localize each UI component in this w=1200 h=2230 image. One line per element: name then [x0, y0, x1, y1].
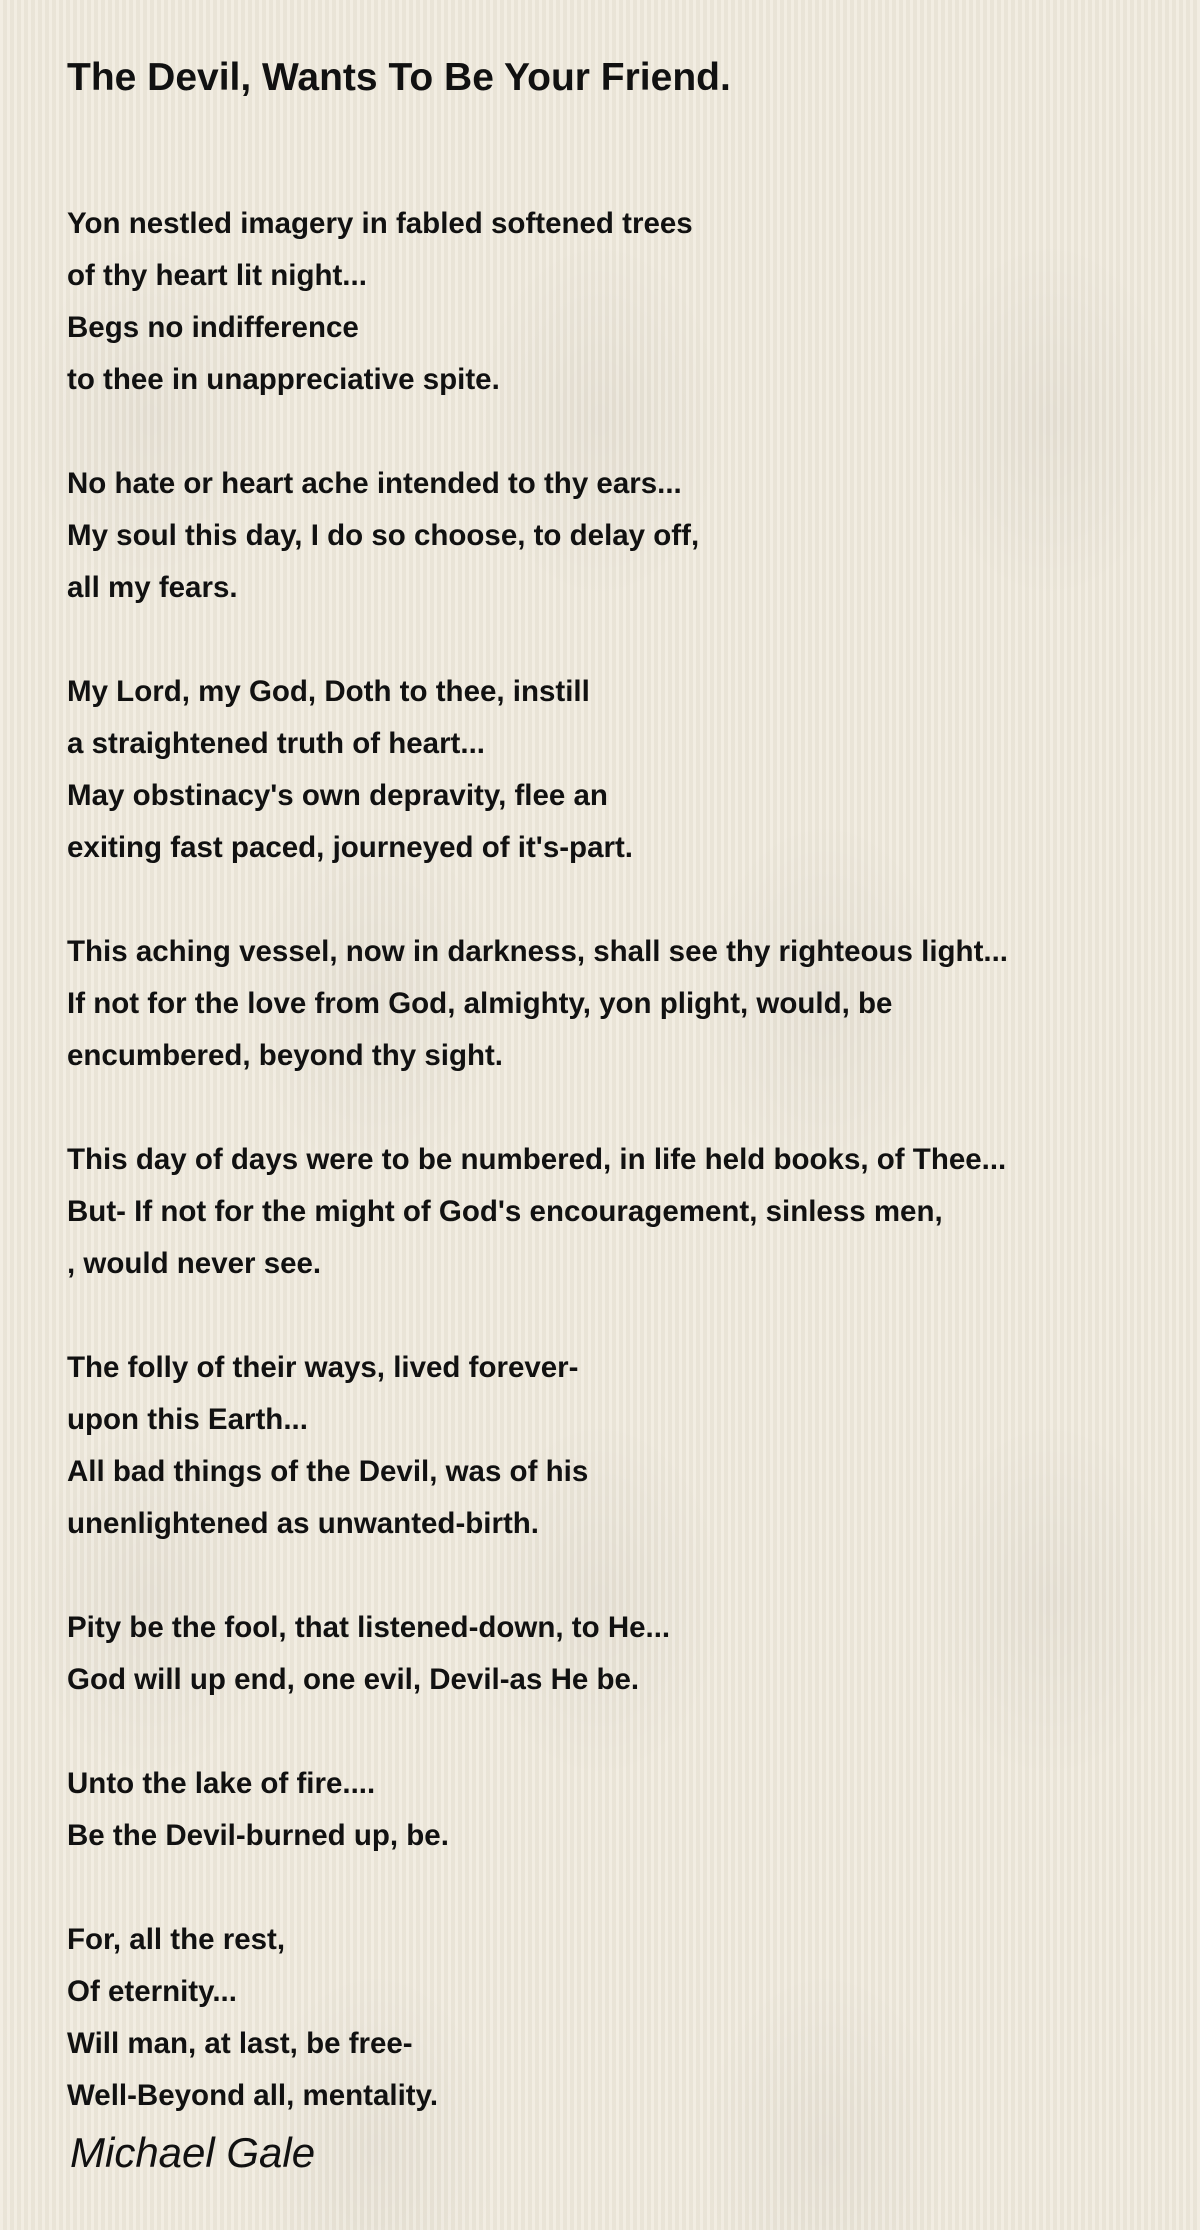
author-name: Michael Gale [70, 2129, 316, 2176]
stanza [67, 1342, 1177, 1550]
poem-line: My soul this day, I do so choose, to delay off, [67, 519, 700, 552]
poem-line: God will up end, one evil, Devil-as He be. [67, 1663, 640, 1696]
poem-line: unenlightened as unwanted-birth. [67, 1507, 539, 1540]
stanza [67, 1914, 1177, 2122]
poem-body [67, 198, 1177, 2122]
stanza [67, 666, 1177, 874]
poem-line: encumbered, beyond thy sight. [67, 1039, 504, 1072]
poem-line: This aching vessel, now in darkness, shall see thy righteous light... [67, 935, 1008, 968]
poem-line: Be the Devil-burned up, be. [67, 1819, 449, 1852]
stanza [67, 458, 1177, 614]
poem-line: No hate or heart ache intended to thy ears... [67, 467, 682, 500]
stanza [67, 198, 1177, 406]
poem-line: upon this Earth... [67, 1403, 308, 1436]
poem-line: For, all the rest, [67, 1923, 286, 1956]
poem-page [67, 50, 1177, 2174]
poem-line: This day of days were to be numbered, in life held books, of Thee... [67, 1143, 1007, 1176]
poem-line: Of eternity... [67, 1975, 237, 2008]
poem-line: all my fears. [67, 571, 238, 604]
poem-line: May obstinacy's own depravity, flee an [67, 779, 608, 812]
poem-line: All bad things of the Devil, was of his [67, 1455, 589, 1488]
poem-line: My Lord, my God, Doth to thee, instill [67, 675, 590, 708]
poem-line: The folly of their ways, lived forever- [67, 1351, 579, 1384]
stanza [67, 1134, 1177, 1290]
stanza [67, 926, 1177, 1082]
poem-line: , would never see. [67, 1247, 322, 1280]
poem-line: Will man, at last, be free- [67, 2027, 413, 2060]
stanza [67, 1602, 1177, 1706]
poem-line: a straightened truth of heart... [67, 727, 485, 760]
poem-line: If not for the love from God, almighty, yon plight, would, be [67, 987, 893, 1020]
poem-title: The Devil, Wants To Be Your Friend. [67, 56, 731, 99]
poem-line: to thee in unappreciative spite. [67, 363, 500, 396]
poem-line: Well-Beyond all, mentality. [67, 2079, 439, 2112]
poem-line: But- If not for the might of God's encouragement, sinless men, [67, 1195, 943, 1228]
poem-line: of thy heart lit night... [67, 259, 367, 292]
poem-line: Pity be the fool, that listened-down, to He... [67, 1611, 671, 1644]
poem-line: exiting fast paced, journeyed of it's-part. [67, 831, 633, 864]
poem-line: Begs no indifference [67, 311, 359, 344]
poem-line: Yon nestled imagery in fabled softened trees [67, 207, 693, 240]
stanza [67, 1758, 1177, 1862]
poem-line: Unto the lake of fire.... [67, 1767, 376, 1800]
